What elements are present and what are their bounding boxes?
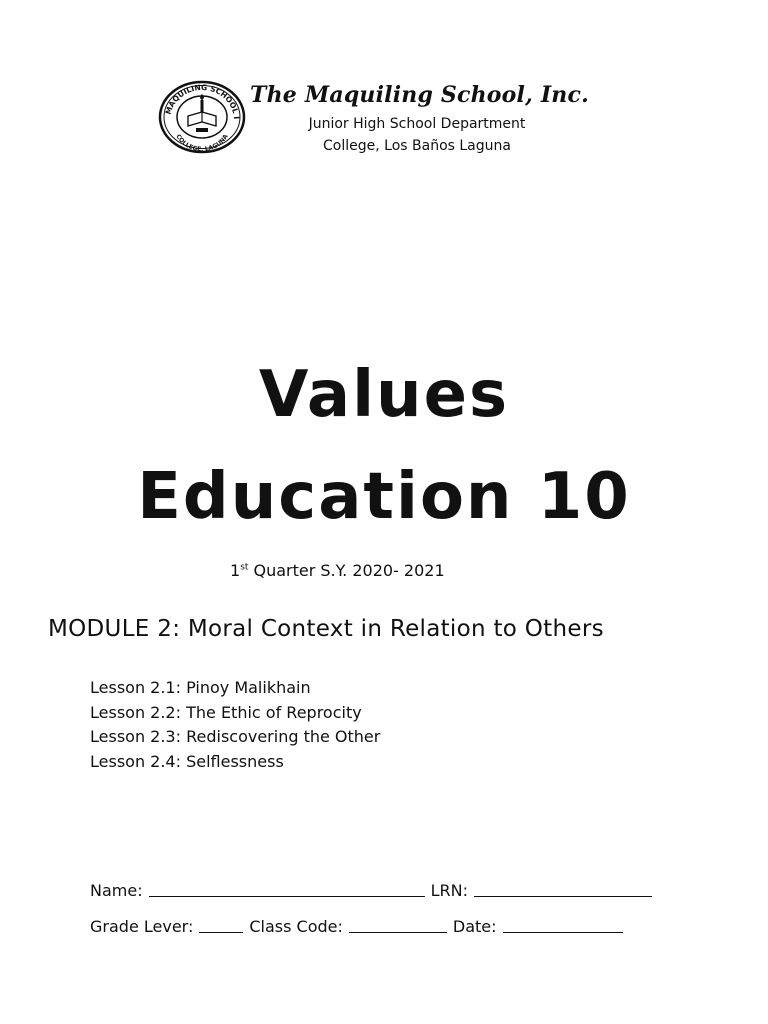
quarter-number: 1 bbox=[230, 561, 241, 580]
list-item: Lesson 2.3: Rediscovering the Other bbox=[90, 727, 381, 746]
school-address: College, Los Baños Laguna bbox=[323, 138, 511, 154]
lesson-title: Rediscovering the Other bbox=[186, 727, 381, 746]
list-item: Lesson 2.2: The Ethic of Reprocity bbox=[90, 702, 362, 722]
lesson-title: The Ethic of Reprocity bbox=[186, 702, 362, 722]
lesson-label: Lesson 2.3 bbox=[90, 727, 176, 746]
list-item: Lesson 2.4: Selflessness bbox=[90, 751, 284, 771]
quarter-suffix: st bbox=[240, 562, 249, 573]
quarter-text: Quarter S.Y. 2020- 2021 bbox=[248, 561, 445, 580]
school-seal-logo bbox=[158, 80, 246, 154]
svg-text:COLLEGE, LAGUNA: COLLEGE, LAGUNA bbox=[174, 133, 230, 154]
date-label: Date: bbox=[452, 917, 497, 936]
grade-level-blank[interactable] bbox=[199, 916, 243, 933]
lesson-list bbox=[90, 676, 380, 774]
module-separator: : bbox=[172, 616, 188, 642]
quarter-school-year bbox=[230, 561, 445, 580]
student-info-row-2 bbox=[90, 916, 629, 936]
class-code-blank[interactable] bbox=[349, 916, 447, 933]
list-item: Lesson 2.1: Pinoy Malikhain bbox=[90, 678, 311, 697]
lesson-label: Lesson 2.4 bbox=[90, 751, 176, 771]
module-heading bbox=[48, 616, 604, 642]
name-blank[interactable] bbox=[149, 880, 425, 897]
lesson-title: Selflessness bbox=[186, 751, 284, 771]
module-name: Moral Context in Relation to Others bbox=[187, 616, 604, 642]
lrn-blank[interactable] bbox=[474, 880, 652, 897]
lrn-label: LRN: bbox=[430, 881, 468, 900]
subject-title-line1: Values bbox=[258, 358, 510, 432]
school-name: The Maquiling School, Inc. bbox=[250, 82, 589, 108]
class-code-label: Class Code: bbox=[249, 917, 343, 936]
date-blank[interactable] bbox=[503, 916, 623, 933]
lesson-label: Lesson 2.2 bbox=[90, 702, 176, 722]
svg-text:THE MAQUILING SCHOOL INC.: MAQUILING SCHOOL I bbox=[163, 82, 242, 120]
lesson-label: Lesson 2.1 bbox=[90, 678, 176, 697]
grade-level-label: Grade Lever: bbox=[90, 917, 194, 936]
department-name: Junior High School Department bbox=[308, 116, 526, 132]
lesson-title: Pinoy Malikhain bbox=[186, 678, 311, 697]
student-info-row-1 bbox=[90, 880, 658, 900]
module-label: MODULE 2 bbox=[48, 616, 173, 642]
name-label: Name: bbox=[90, 881, 143, 900]
subject-title-line2: Education 10 bbox=[137, 460, 631, 534]
